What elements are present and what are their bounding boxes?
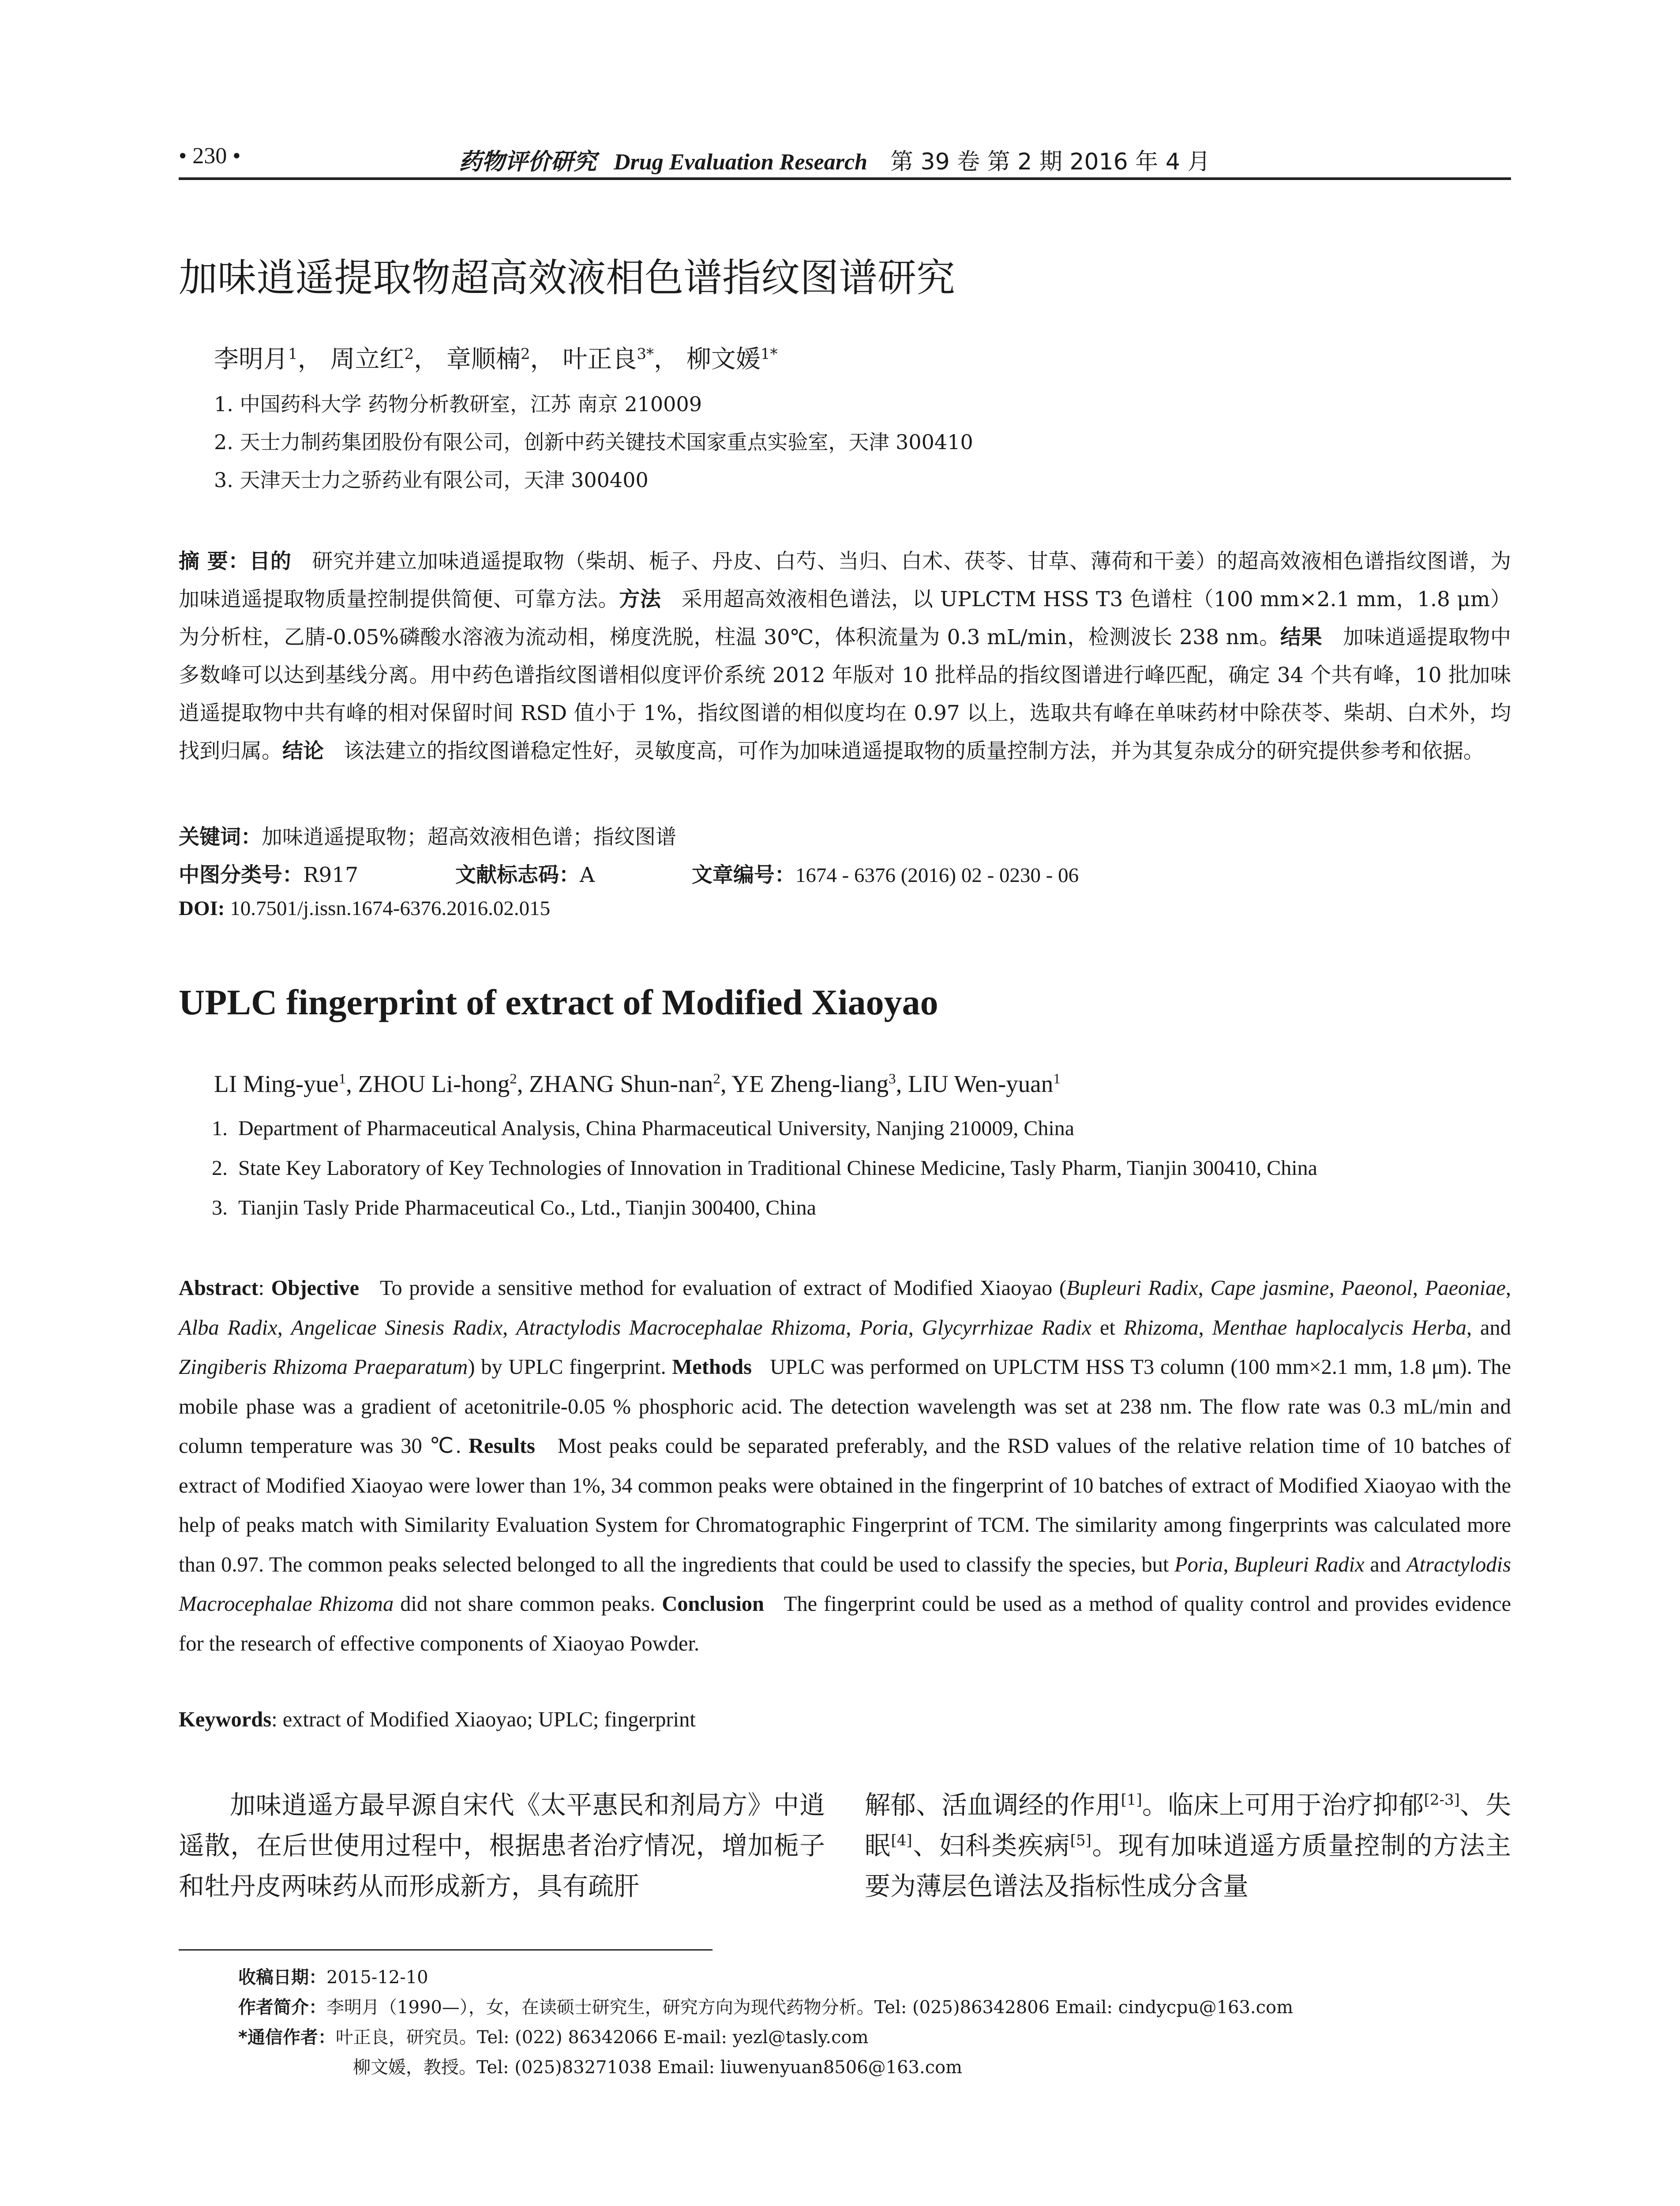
abstract-cn: [179, 543, 1511, 770]
issue-info: 第 39 卷 第 2 期 2016 年 4 月: [890, 149, 1211, 175]
affiliation-number: 3.: [212, 1196, 228, 1219]
doi-line: [179, 897, 550, 920]
affiliation-en-3: [212, 1196, 816, 1220]
methods-text: 采用超高效液相色谱法，以 UPLCTM HSS T3 色谱柱（100 mm×2.1 mm，1.8 μm）为分析柱，乙腈-0.05%磷酸水溶液为流动相，梯度洗脱，柱温 30℃，体积流量为 0.3 mL/min，检测波长 238 nm。: [179, 587, 1511, 649]
citation: [5]: [1070, 1831, 1091, 1850]
author-sup: 3*: [637, 345, 654, 363]
author-name: LIU Wen-yuan: [908, 1070, 1054, 1097]
authors-cn: 李明月$^1$， 周立红$^2$， 章顺楠$^2$， 叶正良$^{3*}$， 柳文媛$^{1*}$: [214, 345, 778, 374]
article-no-label: 文章编号：: [691, 863, 795, 887]
citation: [1]: [1121, 1791, 1142, 1809]
conclusion-label: 结论: [282, 739, 324, 763]
herb-name: Cape jasmine: [1210, 1276, 1329, 1300]
author-sup: 1: [338, 1071, 346, 1087]
received-date: 2015-12-10: [326, 1967, 428, 1988]
affiliation-text: Tianjin Tasly Pride Pharmaceutical Co., Ltd., Tianjin 300400, China: [238, 1196, 816, 1219]
abstract-en: Abstract: Objective To provide a sensitive method for evaluation of extract of Modified Xiaoyao (Bupleuri Radix, Cape jasmine, Paeonol, Paeoniae, Alba Radix, Angelicae Sinesis Radix, Atractylodis Macrocephalae Rhizoma, Poria, Glycyrrhizae Radix et Rhizoma, Menthae haplocalycis Herba, and Zingiberis Rhizoma Praeparatum) by UPLC fingerprint. Methods UPLC was performed on UPLCTM HSS T3 column (100 mm×2.1 mm, 1.8 μm). The mobile phase was a gradient of acetonitrile-0.05 % phosphoric acid. The detection wavelength was set at 238 nm. The flow rate was 0.3 mL/min and column temperature was 30 ℃. Results Most peaks could be separated preferably, and the RSD values of the relative relation time of 10 batches of extract of Modified Xiaoyao were lower than 1%, 34 common peaks were obtained in the fingerprint of 10 batches of extract of Modified Xiaoyao with the help of peaks match with Similarity Evaluation System for Chromatographic Fingerprint of TCM. The similarity among fingerprints was calculated more than 0.97. The common peaks selected belonged to all the ingredients that could be used to classify the species, but Poria, Bupleuri Radix and Atractylodis Macrocephalae Rhizoma did not share common peaks. Conclusion The fingerprint could be used as a method of quality control and provides evidence for the research of effective components of Xiaoyao Powder.: [179, 1276, 1511, 1655]
herb-name: Menthae haplocalycis Herba: [1212, 1316, 1467, 1339]
conclusion-text: The fingerprint could be used as a method of quality control and provides evidence for the research of effective components of Xiaoyao Powder.: [179, 1592, 1511, 1655]
article-no-value: 1674 - 6376 (2016) 02 - 0230 - 06: [795, 864, 1079, 887]
journal-line: [459, 143, 1210, 176]
herb-name: Poria: [859, 1316, 908, 1339]
results-text: 加味逍遥提取物中多数峰可以达到基线分离。用中药色谱指纹图谱相似度评价系统 2012 年版对 10 批样品的指纹图谱进行峰匹配，确定 34 个共有峰，10 批加味逍遥提取物中共有峰的相对保留时间 RSD 值小于 1%，指纹图谱的相似度均在 0.97 以上，选取共有峰在单味药材中除茯苓、柴胡、白术外，均找到归属。: [179, 625, 1511, 763]
keywords-label: Keywords: [179, 1708, 272, 1731]
body-text: 、失眠: [865, 1790, 1511, 1861]
author-name: YE Zheng-liang: [731, 1070, 889, 1097]
affiliation-cn-3: 3. 天津天士力之骄药业有限公司，天津 300400: [214, 468, 649, 492]
body-text: 、妇科类疾病: [912, 1831, 1070, 1861]
affiliation-en-1: [212, 1116, 1075, 1141]
citation: [4]: [891, 1831, 912, 1850]
classification-line: [179, 859, 1079, 888]
affiliation-text: Department of Pharmaceutical Analysis, China Pharmaceutical University, Nanjing 210009, China: [238, 1117, 1075, 1140]
body-column-right: [865, 1785, 1511, 1906]
herb-name: Angelicae Sinesis Radix: [291, 1316, 503, 1339]
clc-value: R917: [303, 863, 359, 887]
title-cn: 加味逍遥提取物超高效液相色谱指纹图谱研究: [179, 255, 956, 300]
doc-code-value: A: [580, 863, 595, 887]
doc-code-label: 文献标志码：: [455, 863, 580, 887]
herb-name: Bupleuri Radix: [1234, 1553, 1365, 1576]
affiliation-text: State Key Laboratory of Key Technologies of Innovation in Traditional Chinese Medicine, Tasly Pharm, Tianjin 300410, China: [238, 1156, 1317, 1180]
methods-label: Methods: [672, 1355, 752, 1379]
bio-text: 李明月（1990—），女，在读硕士研究生，研究方向为现代药物分析。Tel: (025)86342806 Email: cindycpu@163.com: [326, 1997, 1294, 2018]
footnote-corresponding: [238, 2023, 869, 2048]
objective-text: 研究并建立加味逍遥提取物（柴胡、栀子、丹皮、白芍、当归、白术、茯苓、甘草、薄荷和干姜）的超高效液相色谱指纹图谱，为加味逍遥提取物质量控制提供简便、可靠方法。: [179, 549, 1511, 612]
affiliation-number: 1.: [212, 1117, 228, 1140]
doi-value: 10.7501/j.issn.1674-6376.2016.02.015: [230, 897, 551, 920]
author-sup: 2: [713, 1071, 720, 1087]
doi-label: DOI:: [179, 897, 225, 920]
body-text: 。临床上可用于治疗抑郁: [1142, 1790, 1424, 1820]
clc-label: 中图分类号：: [179, 863, 303, 887]
journal-name-en: Drug Evaluation Research: [614, 150, 867, 175]
author-name: ZHOU Li-hong: [358, 1070, 510, 1097]
authors-en: LI Ming-yue$^1$, ZHOU Li-hong$^2$, ZHANG Shun-nan$^2$, YE Zheng-liang$^3$, LIU Wen-yuan$^1$: [214, 1070, 1061, 1097]
author-name: LI Ming-yue: [214, 1070, 339, 1097]
author-name: 叶正良: [562, 345, 637, 374]
corr-text-2: 柳文媛，教授。Tel: (025)83271038 Email: liuwenyuan8506@163.com: [353, 2057, 963, 2078]
author-sup: 1*: [760, 345, 778, 363]
results-label: Results: [469, 1434, 535, 1458]
author-name: ZHANG Shun-nan: [529, 1070, 713, 1097]
title-en: UPLC fingerprint of extract of Modified Xiaoyao: [179, 982, 938, 1022]
herb-name: Atractylodis Macrocephalae Rhizoma: [516, 1316, 846, 1339]
objective-label: Objective: [271, 1276, 359, 1300]
and-text: and: [1480, 1316, 1511, 1339]
author-sup: 1: [288, 345, 298, 363]
affiliation-cn-1: 1. 中国药科大学 药物分析教研室，江苏 南京 210009: [214, 392, 702, 416]
keywords-cn: [179, 821, 676, 850]
body-text: 加味逍遥方最早源自宋代《太平惠民和剂局方》中逍遥散，在后世使用过程中，根据患者治疗情况，增加栀子和牡丹皮两味药从而形成新方，具有疏肝: [179, 1790, 825, 1901]
author-sup: 2: [404, 345, 414, 363]
footnote-corresponding-2: [353, 2053, 962, 2078]
affiliation-number: 2.: [212, 1156, 228, 1180]
conclusion-label: Conclusion: [662, 1592, 765, 1616]
objective-text: To provide a sensitive method for evaluation of extract of Modified Xiaoyao (: [380, 1276, 1067, 1300]
herb-name: Rhizoma: [1123, 1316, 1199, 1339]
body-text: 。现有加味逍遥方质量控制的方法主要为薄层色谱法及指标性成分含量: [865, 1831, 1511, 1901]
footnote-rule: [179, 1949, 712, 1951]
herb-name: Zingiberis Rhizoma Praeparatum: [179, 1355, 468, 1379]
corr-label: *通信作者：: [238, 2027, 336, 2048]
keywords-en: [179, 1707, 696, 1732]
abstract-label: Abstract: [179, 1276, 259, 1300]
journal-name-cn: 药物评价研究: [459, 149, 597, 175]
author-sup: 3: [889, 1071, 896, 1087]
body-text: 解郁、活血调经的作用: [865, 1790, 1121, 1820]
keywords-label: 关键词：: [179, 825, 262, 849]
objective-post: ) by UPLC fingerprint.: [468, 1355, 666, 1379]
citation: [2-3]: [1424, 1791, 1460, 1809]
author-sup: 2: [510, 1071, 517, 1087]
results-text: Most peaks could be separated preferably, and the RSD values of the relative relation time of 10 batches of extract of Modified Xiaoyao were lower than 1%, 34 common peaks were obtained in the fingerprint of 10 batches of extract of Modified Xiaoyao with the help of peaks match with Similarity Evaluation System for Chromatographic Fingerprint of TCM. The similarity among fingerprints was calculated more than 0.97. The common peaks selected belonged to all the ingredients that could be used to classify the species, but: [179, 1434, 1511, 1576]
corr-text-1: 叶正良，研究员。Tel: (022) 86342066 E-mail: yezl@tasly.com: [335, 2027, 869, 2048]
author-name: 柳文媛: [686, 345, 761, 374]
herb-name: Glycyrrhizae Radix: [922, 1316, 1092, 1339]
results-label: 结果: [1280, 625, 1323, 649]
author-sup: 1: [1053, 1071, 1061, 1087]
footnote-received: [238, 1963, 428, 1988]
received-label: 收稿日期：: [238, 1967, 326, 1988]
herb-name: Paeoniae: [1425, 1276, 1506, 1300]
and-text: and: [1370, 1553, 1401, 1576]
header-rule: [179, 177, 1511, 180]
methods-text: UPLC was performed on UPLCTM HSS T3 column (100 mm×2.1 mm, 1.8 μm). The mobile phase was a gradient of acetonitrile-0.05 % phosphoric acid. The detection wavelength was set at 238 nm. The flow rate was 0.3 mL/min and column temperature was 30 ℃.: [179, 1355, 1511, 1458]
bio-label: 作者简介：: [238, 1997, 326, 2018]
author-name: 章顺楠: [446, 345, 521, 374]
objective-label: 目的: [249, 549, 292, 574]
affiliation-en-2: [212, 1156, 1317, 1180]
page-number: • 230 •: [179, 143, 241, 169]
herb-name: Atractylodis Macrocephalae Rhizoma: [179, 1553, 1511, 1616]
conclusion-text: 该法建立的指纹图谱稳定性好，灵敏度高，可作为加味逍遥提取物的质量控制方法，并为其复杂成分的研究提供参考和依据。: [343, 739, 1484, 763]
running-header: [0, 140, 1680, 176]
et-text: et: [1099, 1316, 1115, 1339]
author-name: 周立红: [330, 345, 405, 374]
body-column-left: [179, 1785, 825, 1906]
author-name: 李明月: [214, 345, 288, 374]
affiliation-cn-2: 2. 天士力制药集团股份有限公司，创新中药关键技术国家重点实验室，天津 300410: [214, 430, 973, 454]
methods-label: 方法: [619, 587, 661, 612]
herb-name: Alba Radix: [179, 1316, 278, 1339]
abstract-label: 摘 要：: [179, 549, 250, 574]
author-sup: 2: [520, 345, 530, 363]
herb-name: Paeonol: [1341, 1276, 1413, 1300]
herb-name: Bupleuri Radix: [1066, 1276, 1198, 1300]
footnote-bio: [238, 1993, 1293, 2018]
results-post: did not share common peaks.: [400, 1592, 656, 1616]
keywords-text: 加味逍遥提取物；超高效液相色谱；指纹图谱: [262, 825, 676, 849]
keywords-text: : extract of Modified Xiaoyao; UPLC; fingerprint: [271, 1708, 696, 1731]
herb-name: Poria: [1174, 1553, 1223, 1576]
